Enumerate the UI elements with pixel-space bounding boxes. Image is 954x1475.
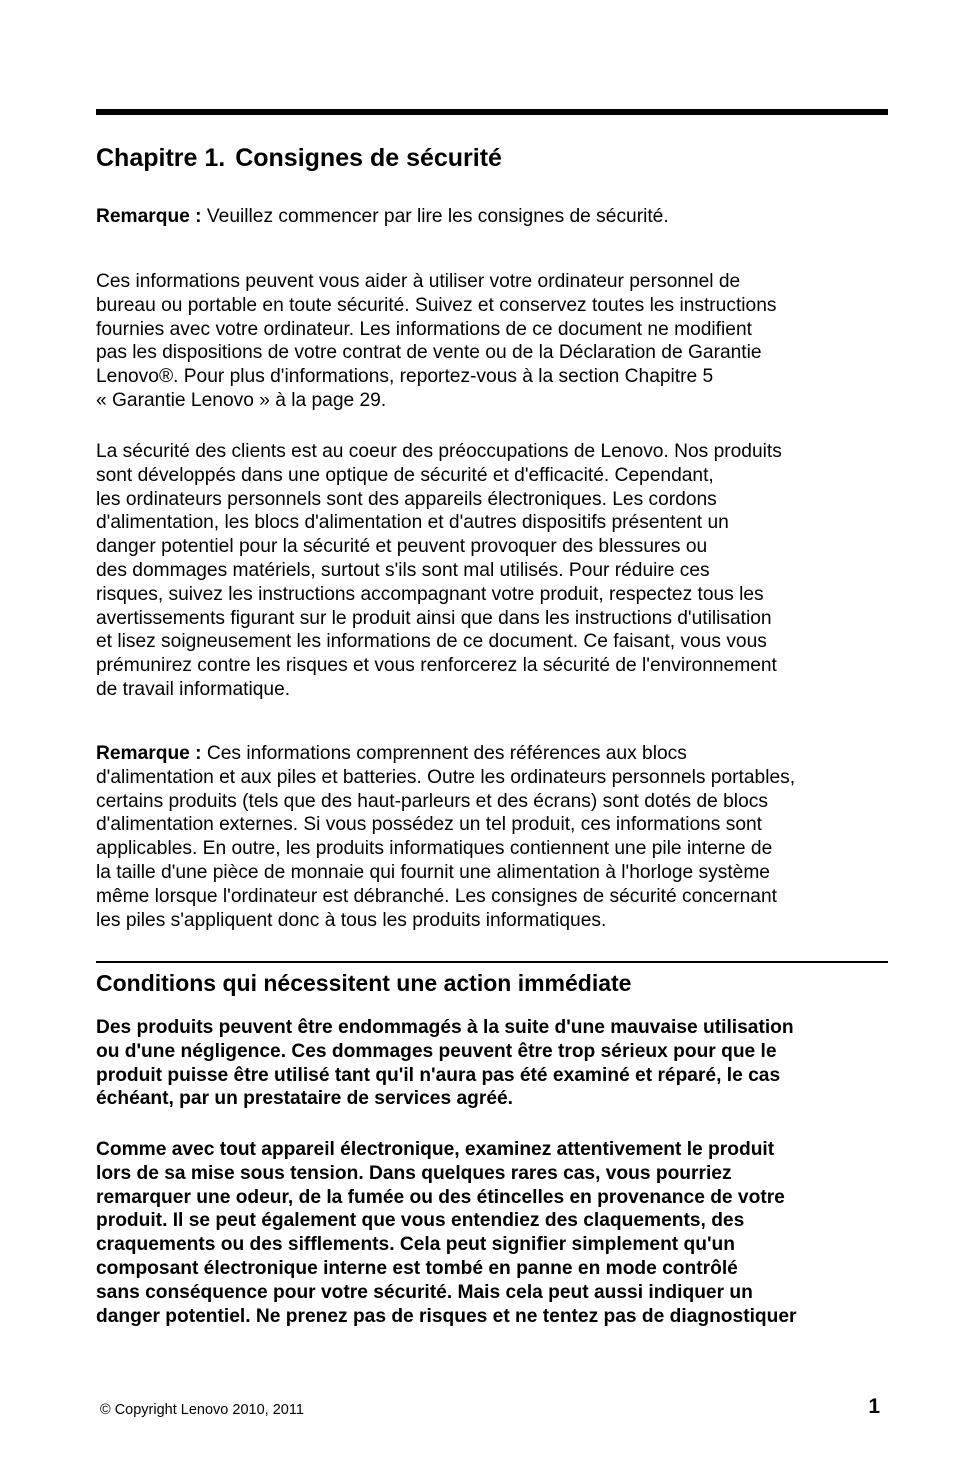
paragraph-line: sont développés dans une optique de sécurité et d'efficacité. Cependant, [96, 464, 714, 486]
chapter-number: Chapitre 1. [96, 144, 226, 172]
intro-paragraph [96, 270, 888, 413]
paragraph-line: Lenovo®. Pour plus d'informations, reportez-vous à la section Chapitre 5 [96, 366, 714, 388]
note-label: Remarque : [96, 743, 202, 764]
section-title: Conditions qui nécessitent une action immédiate [96, 970, 632, 996]
paragraph-line: la taille d'une pièce de monnaie qui fournit une alimentation à l'horloge système [96, 861, 770, 883]
paragraph-line: d'alimentation et aux piles et batteries. Outre les ordinateurs personnels portables, [96, 766, 796, 788]
inspection-paragraph [96, 1138, 888, 1328]
note-label: Remarque : [96, 206, 202, 227]
damage-paragraph [96, 1016, 888, 1111]
document-page [96, 0, 888, 1475]
paragraph-line: Ces informations peuvent vous aider à utiliser votre ordinateur personnel de [96, 271, 741, 292]
paragraph-line: de travail informatique. [96, 678, 291, 700]
paragraph-line: lors de sa mise sous tension. Dans quelques rares cas, vous pourriez [96, 1162, 732, 1184]
paragraph-line: échéant, par un prestataire de services agréé. [96, 1088, 514, 1110]
paragraph-line: et lisez soigneusement les informations de ce document. Ce faisant, vous vous [96, 631, 767, 653]
paragraph-line: ou d'une négligence. Ces dommages peuvent être trop sérieux pour que le [96, 1040, 777, 1062]
note-text: Veuillez commencer par lire les consignes de sécurité. [206, 206, 669, 227]
top-rule [96, 109, 888, 115]
paragraph-line: danger potentiel pour la sécurité et peuvent provoquer des blessures ou [96, 536, 708, 558]
page-number: 1 [868, 1395, 880, 1418]
footer-copyright: © Copyright Lenovo 2010, 2011 [100, 1402, 304, 1418]
paragraph-line: prémunirez contre les risques et vous renforcerez la sécurité de l'environnement [96, 655, 777, 677]
paragraph-line: « Garantie Lenovo » à la page 29. [96, 389, 387, 411]
paragraph-line: composant électronique interne est tombé en panne en mode contrôlé [96, 1257, 738, 1279]
note-batteries [96, 742, 888, 932]
paragraph-line: des dommages matériels, surtout s'ils sont mal utilisés. Pour réduire ces [96, 559, 710, 581]
paragraph-line: avertissements figurant sur le produit ainsi que dans les instructions d'utilisation [96, 607, 772, 629]
paragraph-line: d'alimentation externes. Si vous possédez un tel produit, ces informations sont [96, 814, 762, 836]
paragraph-line: produit puisse être utilisé tant qu'il n'aura pas été examiné et réparé, le cas [96, 1064, 781, 1086]
paragraph-line: Des produits peuvent être endommagés à la suite d'une mauvaise utilisation [96, 1017, 794, 1038]
paragraph-line: bureau ou portable en toute sécurité. Suivez et conservez toutes les instructions [96, 294, 777, 316]
safety-paragraph [96, 440, 888, 702]
paragraph-line: certains produits (tels que des haut-parleurs et des écrans) sont dotés de blocs [96, 790, 768, 812]
section-rule [96, 961, 888, 963]
paragraph-line: produit. Il se peut également que vous entendiez des claquements, des [96, 1210, 745, 1232]
paragraph-line: remarquer une odeur, de la fumée ou des étincelles en provenance de votre [96, 1186, 785, 1208]
chapter-name: Consignes de sécurité [235, 144, 502, 172]
paragraph-line: applicables. En outre, les produits informatiques contiennent une pile interne de [96, 838, 773, 860]
paragraph-line: pas les dispositions de votre contrat de vente ou de la Déclaration de Garantie [96, 342, 762, 364]
paragraph-line: même lorsque l'ordinateur est débranché. Les consignes de sécurité concernant [96, 885, 777, 907]
note-text: Ces informations comprennent des références aux blocs [206, 743, 687, 764]
paragraph-line: La sécurité des clients est au coeur des préoccupations de Lenovo. Nos produits [96, 441, 782, 462]
paragraph-line: les ordinateurs personnels sont des appareils électroniques. Les cordons [96, 488, 717, 510]
paragraph-line: Comme avec tout appareil électronique, examinez attentivement le produit [96, 1139, 775, 1160]
paragraph-line: danger potentiel. Ne prenez pas de risques et ne tentez pas de diagnostiquer [96, 1305, 797, 1327]
paragraph-line: sans conséquence pour votre sécurité. Mais cela peut aussi indiquer un [96, 1281, 753, 1303]
paragraph-line: fournies avec votre ordinateur. Les informations de ce document ne modifient [96, 318, 752, 340]
paragraph-line: d'alimentation, les blocs d'alimentation et d'autres dispositifs présentent un [96, 512, 729, 534]
chapter-title [96, 142, 502, 174]
paragraph-line: risques, suivez les instructions accompagnant votre produit, respectez tous les [96, 583, 764, 605]
paragraph-line: les piles s'appliquent donc à tous les produits informatiques. [96, 909, 607, 931]
note-start [96, 205, 888, 229]
paragraph-line: craquements ou des sifflements. Cela peut signifier simplement qu'un [96, 1234, 735, 1256]
